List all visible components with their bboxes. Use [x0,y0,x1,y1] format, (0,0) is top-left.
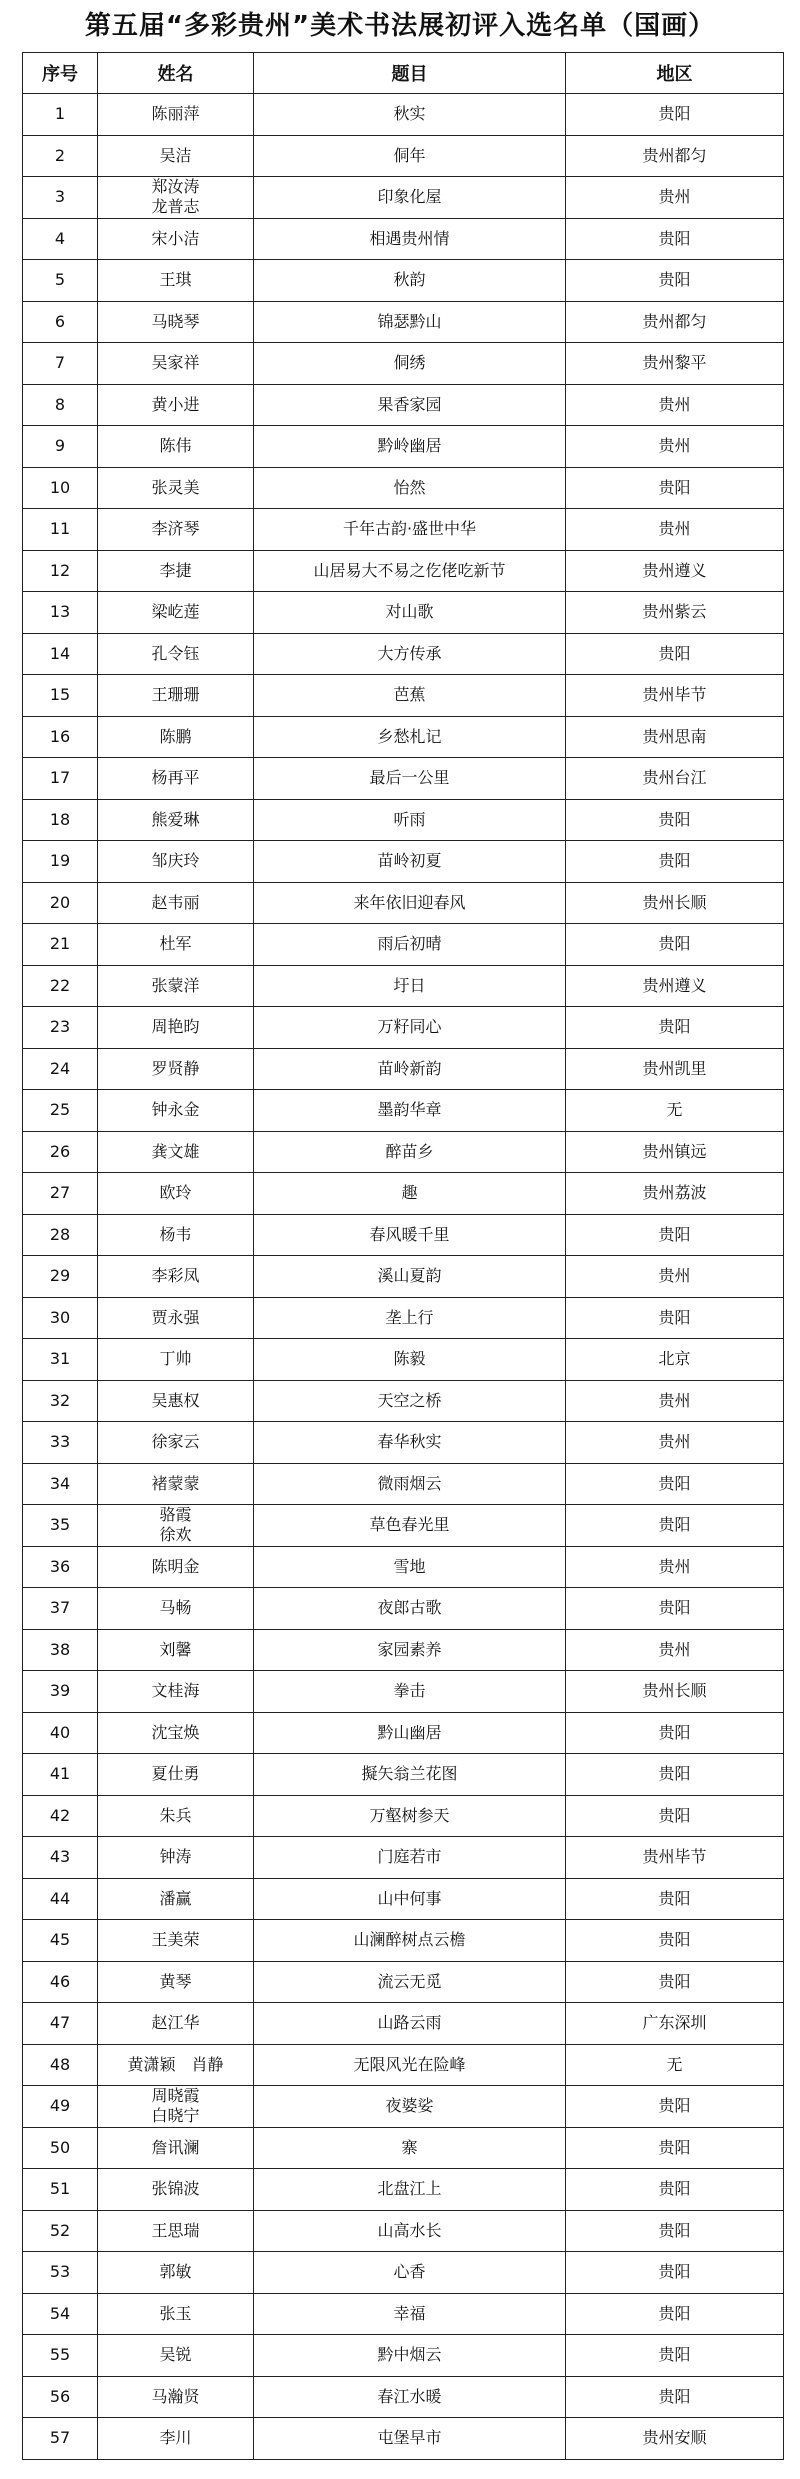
row-number: 53 [23,2252,98,2294]
row-title: 山中何事 [254,1878,566,1920]
row-title: 黔山幽居 [254,1712,566,1754]
table-row [23,1712,784,1754]
table-row [23,1671,784,1713]
table-row [23,426,784,468]
row-name: 吴家祥 [98,343,254,385]
row-title: 圩日 [254,965,566,1007]
table-row [23,343,784,385]
row-title: 秋实 [254,94,566,136]
row-number: 33 [23,1422,98,1464]
row-title: 山居易大不易之仡佬吃新节 [254,550,566,592]
row-region: 贵州 [566,1256,784,1298]
row-region: 贵州毕节 [566,675,784,717]
row-region: 贵阳 [566,633,784,675]
table-row [23,1961,784,2003]
row-name: 褚蒙蒙 [98,1463,254,1505]
row-title: 万籽同心 [254,1007,566,1049]
row-title: 听雨 [254,799,566,841]
row-name: 詹讯澜 [98,2127,254,2169]
row-name: 宋小洁 [98,218,254,260]
row-region: 贵阳 [566,2086,784,2128]
row-title: 大方传承 [254,633,566,675]
row-name: 王琪 [98,260,254,302]
row-name: 周晓霞 白晓宁 [98,2086,254,2128]
row-title: 夜婆娑 [254,2086,566,2128]
table-row [23,1214,784,1256]
table-row [23,1297,784,1339]
row-title: 锦瑟黔山 [254,301,566,343]
row-title: 家园素养 [254,1629,566,1671]
row-region: 贵阳 [566,467,784,509]
row-number: 28 [23,1214,98,1256]
row-number: 37 [23,1588,98,1630]
table-body [23,94,784,2460]
row-region: 贵州安顺 [566,2418,784,2460]
row-region: 贵阳 [566,2210,784,2252]
row-title: 侗年 [254,135,566,177]
table-row [23,2086,784,2128]
row-title: 芭蕉 [254,675,566,717]
row-title: 拳击 [254,1671,566,1713]
row-name: 梁屹莲 [98,592,254,634]
row-name: 孔令钰 [98,633,254,675]
row-region: 贵州思南 [566,716,784,758]
row-name: 陈明金 [98,1546,254,1588]
row-number: 13 [23,592,98,634]
row-title: 微雨烟云 [254,1463,566,1505]
row-number: 26 [23,1131,98,1173]
table-row [23,2127,784,2169]
table-row [23,2252,784,2294]
row-region: 贵州毕节 [566,1837,784,1879]
row-region: 贵州黎平 [566,343,784,385]
row-title: 夜郎古歌 [254,1588,566,1630]
row-name: 李彩凤 [98,1256,254,1298]
row-number: 42 [23,1795,98,1837]
row-number: 1 [23,94,98,136]
row-number: 12 [23,550,98,592]
row-name: 杨韦 [98,1214,254,1256]
row-number: 23 [23,1007,98,1049]
row-region: 贵州遵义 [566,550,784,592]
row-title: 雪地 [254,1546,566,1588]
row-number: 14 [23,633,98,675]
row-name: 张锦波 [98,2169,254,2211]
table-row [23,1546,784,1588]
table-row [23,384,784,426]
page-title: 第五届“多彩贵州”美术书法展初评入选名单（国画） [84,11,716,41]
row-region: 贵阳 [566,841,784,883]
table-row [23,301,784,343]
row-number: 41 [23,1754,98,1796]
row-name: 赵韦丽 [98,882,254,924]
row-region: 贵阳 [566,1961,784,2003]
row-name: 马晓琴 [98,301,254,343]
row-title: 相遇贵州情 [254,218,566,260]
row-region: 贵州 [566,1546,784,1588]
row-region: 贵州 [566,177,784,219]
row-title: 苗岭新韵 [254,1048,566,1090]
row-number: 2 [23,135,98,177]
table-row [23,1380,784,1422]
row-name: 吴洁 [98,135,254,177]
row-name: 李济琴 [98,509,254,551]
row-region: 贵州荔波 [566,1173,784,1215]
row-number: 32 [23,1380,98,1422]
table-header-row [23,53,784,94]
row-number: 29 [23,1256,98,1298]
row-name: 陈丽萍 [98,94,254,136]
table-row [23,2044,784,2086]
row-name: 罗贤静 [98,1048,254,1090]
row-region: 贵州 [566,1380,784,1422]
row-name: 钟涛 [98,1837,254,1879]
header-title: 题目 [254,53,566,94]
row-title: 天空之桥 [254,1380,566,1422]
row-number: 46 [23,1961,98,2003]
table-row [23,758,784,800]
table-row [23,467,784,509]
row-title: 春风暖千里 [254,1214,566,1256]
row-title: 陈毅 [254,1339,566,1381]
row-region: 北京 [566,1339,784,1381]
row-region: 贵州长顺 [566,882,784,924]
table-row [23,924,784,966]
row-name: 黄琴 [98,1961,254,2003]
header-number: 序号 [23,53,98,94]
table-row [23,1131,784,1173]
table-row [23,135,784,177]
row-region: 贵州都匀 [566,135,784,177]
row-name: 杨再平 [98,758,254,800]
table-row [23,550,784,592]
row-name: 陈鹏 [98,716,254,758]
row-number: 44 [23,1878,98,1920]
row-region: 贵州长顺 [566,1671,784,1713]
row-number: 6 [23,301,98,343]
row-name: 黄小进 [98,384,254,426]
row-title: 侗绣 [254,343,566,385]
table-row [23,2335,784,2377]
row-name: 黄潇颖 肖静 [98,2044,254,2086]
row-region: 贵阳 [566,2169,784,2211]
table-row [23,1173,784,1215]
table-row [23,1629,784,1671]
row-name: 徐家云 [98,1422,254,1464]
row-title: 幸福 [254,2293,566,2335]
table-row [23,1505,784,1547]
row-name: 张灵美 [98,467,254,509]
row-name: 李川 [98,2418,254,2460]
row-name: 马畅 [98,1588,254,1630]
row-title: 山路云雨 [254,2003,566,2045]
row-name: 赵江华 [98,2003,254,2045]
row-title: 千年古韵·盛世中华 [254,509,566,551]
row-region: 贵阳 [566,1878,784,1920]
table-row [23,1878,784,1920]
table-row [23,716,784,758]
row-title: 心香 [254,2252,566,2294]
row-title: 山高水长 [254,2210,566,2252]
row-number: 50 [23,2127,98,2169]
row-name: 丁帅 [98,1339,254,1381]
row-region: 贵州台江 [566,758,784,800]
row-title: 春江水暖 [254,2376,566,2418]
results-table [22,52,784,2460]
table-row [23,965,784,1007]
row-title: 来年依旧迎春风 [254,882,566,924]
row-number: 20 [23,882,98,924]
row-title: 溪山夏韵 [254,1256,566,1298]
row-title: 无限风光在险峰 [254,2044,566,2086]
row-title: 黔岭幽居 [254,426,566,468]
row-region: 贵州 [566,509,784,551]
table-row [23,633,784,675]
row-title: 秋韵 [254,260,566,302]
row-title: 寨 [254,2127,566,2169]
row-name: 钟永金 [98,1090,254,1132]
row-region: 贵阳 [566,2127,784,2169]
row-region: 贵阳 [566,1588,784,1630]
row-number: 5 [23,260,98,302]
row-number: 49 [23,2086,98,2128]
table-row [23,1837,784,1879]
row-title: 擬矢翁兰花图 [254,1754,566,1796]
row-number: 15 [23,675,98,717]
row-number: 38 [23,1629,98,1671]
row-region: 无 [566,2044,784,2086]
table-row [23,1007,784,1049]
table-row [23,2293,784,2335]
table-row [23,1463,784,1505]
row-number: 18 [23,799,98,841]
table-row [23,1588,784,1630]
row-number: 21 [23,924,98,966]
row-region: 贵阳 [566,1214,784,1256]
table-row [23,2210,784,2252]
table-row [23,1339,784,1381]
row-name: 潘赢 [98,1878,254,1920]
table-row [23,1048,784,1090]
row-name: 郑汝涛 龙普志 [98,177,254,219]
row-number: 11 [23,509,98,551]
row-title: 醉苗乡 [254,1131,566,1173]
row-name: 陈伟 [98,426,254,468]
row-title: 最后一公里 [254,758,566,800]
row-title: 流云无觅 [254,1961,566,2003]
row-name: 熊爱琳 [98,799,254,841]
row-name: 王珊珊 [98,675,254,717]
row-number: 39 [23,1671,98,1713]
row-title: 怡然 [254,467,566,509]
row-number: 55 [23,2335,98,2377]
row-number: 47 [23,2003,98,2045]
row-name: 邹庆玲 [98,841,254,883]
table-row [23,1795,784,1837]
row-name: 贾永强 [98,1297,254,1339]
row-number: 8 [23,384,98,426]
row-region: 贵州 [566,426,784,468]
row-title: 屯堡早市 [254,2418,566,2460]
row-title: 黔中烟云 [254,2335,566,2377]
row-name: 朱兵 [98,1795,254,1837]
row-number: 30 [23,1297,98,1339]
row-region: 贵阳 [566,2335,784,2377]
row-number: 22 [23,965,98,1007]
row-title: 草色春光里 [254,1505,566,1547]
row-name: 沈宝焕 [98,1712,254,1754]
row-number: 40 [23,1712,98,1754]
row-region: 贵阳 [566,1712,784,1754]
row-name: 王美荣 [98,1920,254,1962]
row-name: 马瀚贤 [98,2376,254,2418]
row-name: 周艳昀 [98,1007,254,1049]
row-region: 贵州凯里 [566,1048,784,1090]
row-region: 贵州镇远 [566,1131,784,1173]
row-name: 吴锐 [98,2335,254,2377]
table-row [23,509,784,551]
table-row [23,882,784,924]
row-name: 杜军 [98,924,254,966]
row-region: 贵州 [566,384,784,426]
row-name: 文桂海 [98,1671,254,1713]
row-region: 贵阳 [566,1795,784,1837]
row-title: 趣 [254,1173,566,1215]
row-title: 苗岭初夏 [254,841,566,883]
row-region: 贵州都匀 [566,301,784,343]
row-region: 贵阳 [566,1297,784,1339]
row-region: 贵阳 [566,2252,784,2294]
row-number: 34 [23,1463,98,1505]
table-row [23,2003,784,2045]
row-number: 24 [23,1048,98,1090]
row-name: 李捷 [98,550,254,592]
row-number: 4 [23,218,98,260]
row-name: 张蒙洋 [98,965,254,1007]
row-title: 雨后初晴 [254,924,566,966]
row-title: 万壑树参天 [254,1795,566,1837]
header-name: 姓名 [98,53,254,94]
row-number: 16 [23,716,98,758]
row-number: 7 [23,343,98,385]
row-title: 对山歌 [254,592,566,634]
row-region: 贵阳 [566,94,784,136]
row-number: 36 [23,1546,98,1588]
row-name: 骆霞 徐欢 [98,1505,254,1547]
table-row [23,592,784,634]
row-region: 贵州 [566,1629,784,1671]
row-region: 贵阳 [566,2376,784,2418]
table-row [23,841,784,883]
row-region: 贵阳 [566,2293,784,2335]
row-region: 广东深圳 [566,2003,784,2045]
table-row [23,675,784,717]
row-number: 35 [23,1505,98,1547]
row-region: 贵州遵义 [566,965,784,1007]
table-row [23,1920,784,1962]
row-name: 张玉 [98,2293,254,2335]
header-region: 地区 [566,53,784,94]
table-row [23,1090,784,1132]
row-region: 贵阳 [566,1463,784,1505]
row-number: 9 [23,426,98,468]
table-row [23,1256,784,1298]
row-number: 31 [23,1339,98,1381]
row-region: 贵阳 [566,799,784,841]
table-row [23,1754,784,1796]
row-region: 贵阳 [566,1754,784,1796]
row-name: 王思瑞 [98,2210,254,2252]
row-number: 19 [23,841,98,883]
row-name: 夏仕勇 [98,1754,254,1796]
table-row [23,2418,784,2460]
row-number: 17 [23,758,98,800]
row-number: 56 [23,2376,98,2418]
row-name: 吴惠权 [98,1380,254,1422]
table-row [23,218,784,260]
row-title: 乡愁札记 [254,716,566,758]
row-number: 45 [23,1920,98,1962]
table-row [23,94,784,136]
row-title: 春华秋实 [254,1422,566,1464]
row-title: 门庭若市 [254,1837,566,1879]
row-title: 果香家园 [254,384,566,426]
table-row [23,177,784,219]
row-region: 贵阳 [566,1505,784,1547]
row-title: 垄上行 [254,1297,566,1339]
row-region: 贵阳 [566,260,784,302]
table-row [23,2169,784,2211]
table-row [23,1422,784,1464]
row-region: 无 [566,1090,784,1132]
row-number: 25 [23,1090,98,1132]
row-name: 刘馨 [98,1629,254,1671]
row-number: 48 [23,2044,98,2086]
row-region: 贵阳 [566,924,784,966]
row-number: 57 [23,2418,98,2460]
row-number: 3 [23,177,98,219]
row-region: 贵州紫云 [566,592,784,634]
row-title: 山澜醉树点云檐 [254,1920,566,1962]
row-number: 54 [23,2293,98,2335]
row-number: 52 [23,2210,98,2252]
table-row [23,2376,784,2418]
row-region: 贵阳 [566,218,784,260]
row-region: 贵阳 [566,1007,784,1049]
row-title: 印象化屋 [254,177,566,219]
row-name: 郭敏 [98,2252,254,2294]
row-title: 北盘江上 [254,2169,566,2211]
row-number: 27 [23,1173,98,1215]
table-row [23,799,784,841]
table-row [23,260,784,302]
row-title: 墨韵华章 [254,1090,566,1132]
row-number: 43 [23,1837,98,1879]
row-name: 龚文雄 [98,1131,254,1173]
row-name: 欧玲 [98,1173,254,1215]
row-number: 10 [23,467,98,509]
row-region: 贵州 [566,1422,784,1464]
row-number: 51 [23,2169,98,2211]
row-region: 贵阳 [566,1920,784,1962]
